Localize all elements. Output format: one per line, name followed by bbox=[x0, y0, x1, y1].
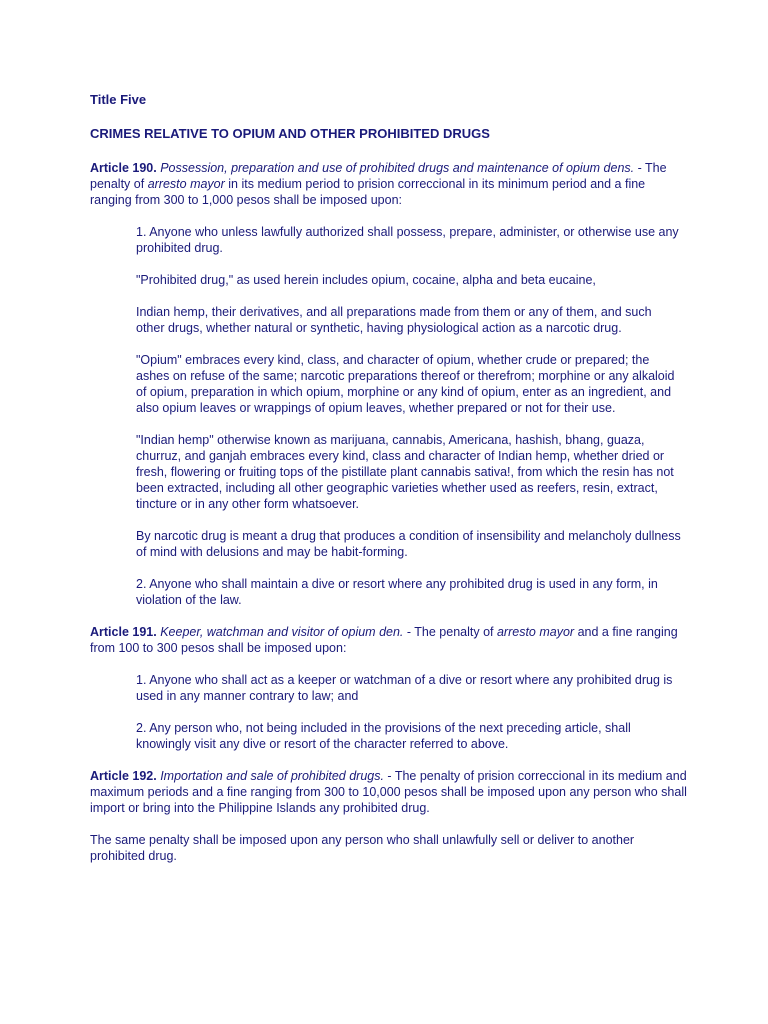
article-190-intro-b: in its medium period to prision correccional in its minimum period and a fine ranging from 300 to 1,000 pesos shall be imposed upon: bbox=[90, 177, 646, 207]
article-192-title: Importation and sale of prohibited drugs. bbox=[160, 769, 384, 783]
article-190-intro bbox=[90, 160, 690, 208]
article-191-intro-em: arresto mayor bbox=[496, 625, 575, 639]
article-191-number: Article 191. bbox=[90, 625, 157, 639]
article-191-intro-b: and a fine ranging from 100 to 300 pesos shall be imposed upon: bbox=[90, 625, 678, 655]
article-192-paragraph-1: The same penalty shall be imposed upon any person who shall unlawfully sell or deliver to another prohibited drug. bbox=[90, 833, 635, 863]
article-191-intro-a: - The penalty of bbox=[403, 625, 497, 639]
article-190-paragraph-2: "Prohibited drug," as used herein includes opium, cocaine, alpha and beta eucaine, bbox=[136, 273, 596, 287]
article-190-number: Article 190. bbox=[90, 161, 157, 175]
article-190-paragraph-6: By narcotic drug is meant a drug that produces a condition of insensibility and melancholy dullness of mind with delusions and may be habit-forming. bbox=[136, 529, 681, 559]
article-192-number: Article 192. bbox=[90, 769, 157, 783]
article-191-intro bbox=[90, 624, 690, 656]
article-190-paragraph-5: "Indian hemp" otherwise known as marijuana, cannabis, Americana, hashish, bhang, guaza, churruz, and ganjah embraces every kind, class and character of Indian hemp, whether dried or fresh, flowering or fruiting tops of the pistillate plant cannabis sativa!, from which the resin has not been extracted, including all other geographic varieties whether used as reefers, resin, extract, tincture or in any other form whatsoever. bbox=[136, 433, 674, 511]
document-body bbox=[90, 92, 690, 880]
page-title: Title Five bbox=[90, 92, 147, 107]
article-190-paragraph-1: 1. Anyone who unless lawfully authorized shall possess, prepare, administer, or otherwise use any prohibited drug. bbox=[136, 225, 679, 255]
article-190-intro-a: - The penalty of bbox=[90, 161, 667, 191]
article-191-paragraph-1: 1. Anyone who shall act as a keeper or watchman of a dive or resort where any prohibited drug is used in any manner contrary to law; and bbox=[136, 673, 673, 703]
article-190-paragraph-3: Indian hemp, their derivatives, and all preparations made from them or any of them, and such other drugs, whether natural or synthetic, having physiological action as a narcotic drug. bbox=[136, 305, 652, 335]
article-191-title: Keeper, watchman and visitor of opium den. bbox=[160, 625, 404, 639]
article-191-paragraph-2: 2. Any person who, not being included in the provisions of the next preceding article, shall knowingly visit any dive or resort of the character referred to above. bbox=[136, 721, 631, 751]
article-192-intro-text: - The penalty of prision correccional in its medium and maximum periods and a fine ranging from 300 to 10,000 pesos shall be imposed upon any person who shall import or bring into the Philippine Islands any prohibited drug. bbox=[90, 769, 687, 815]
section-heading: CRIMES RELATIVE TO OPIUM AND OTHER PROHIBITED DRUGS bbox=[90, 126, 490, 141]
article-190-title: Possession, preparation and use of prohibited drugs and maintenance of opium dens. bbox=[160, 161, 635, 175]
article-190-paragraph-4: "Opium" embraces every kind, class, and character of opium, whether crude or prepared; the ashes on refuse of the same; narcotic preparations thereof or therefrom; morphine or any alkaloid of opium, preparation in which opium, morphine or any kind of opium, enter as an ingredient, and also opium leaves or wrappings of opium leaves, whether prepared or not for their use. bbox=[136, 353, 675, 415]
article-190-intro-em: arresto mayor bbox=[147, 177, 225, 191]
article-192-intro bbox=[90, 768, 690, 816]
article-190-paragraph-7: 2. Anyone who shall maintain a dive or resort where any prohibited drug is used in any form, in violation of the law. bbox=[136, 577, 658, 607]
